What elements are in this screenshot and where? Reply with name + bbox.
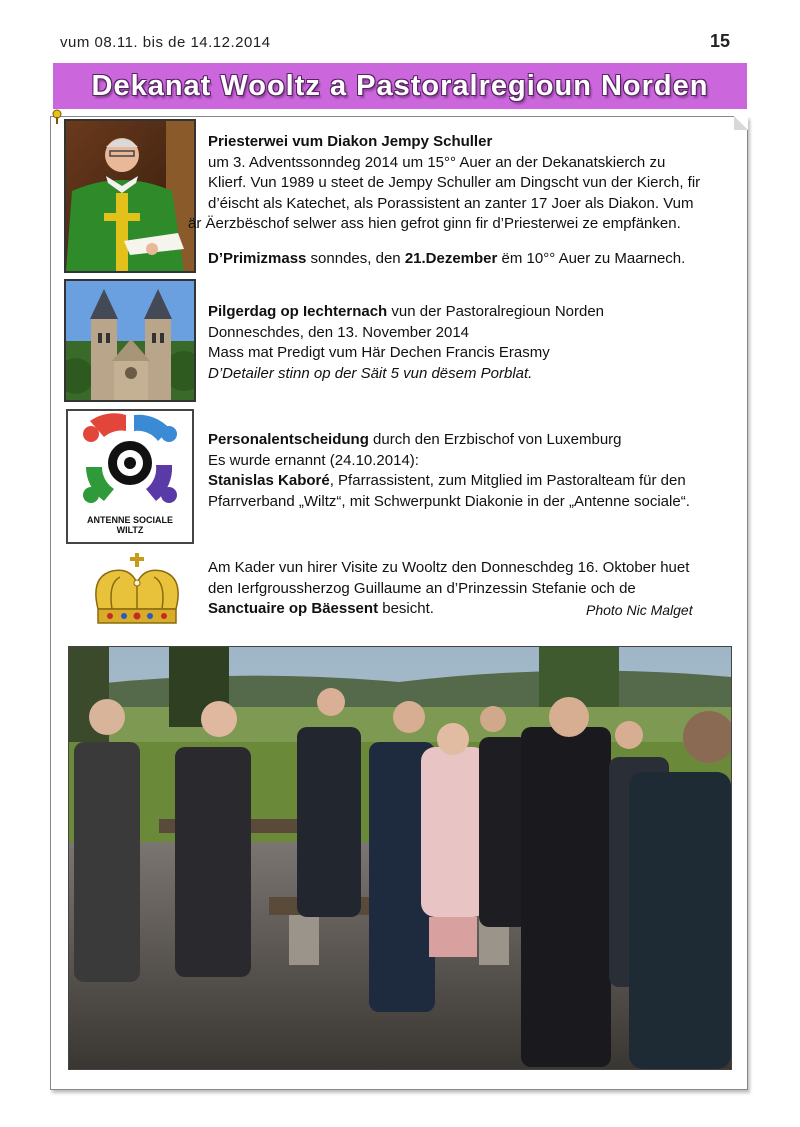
pilgrimage-title-suffix: vun der Pastoralregioun Norden bbox=[387, 303, 605, 320]
personnel-section bbox=[208, 430, 690, 512]
primiz-section bbox=[208, 249, 685, 270]
header-date: vum 08.11. bis de 14.12.2014 bbox=[60, 34, 271, 51]
visit-line: den Ierfgroussherzog Guillaume an d’Prinzessin Stefanie och de bbox=[208, 579, 636, 597]
pin-icon bbox=[51, 109, 63, 125]
personnel-line: Pfarrverband „Wiltz“, mit Schwerpunkt Diakonie in der „Antenne sociale“. bbox=[208, 492, 690, 510]
page-curl-corner bbox=[734, 116, 748, 130]
section-banner bbox=[53, 63, 747, 109]
ordination-section bbox=[188, 132, 701, 235]
personnel-heading bbox=[208, 430, 690, 451]
banner-title: Dekanat Wooltz a Pastoralregioun Norden bbox=[91, 70, 709, 102]
primiz-text: ëm 10°° Auer zu Maarnech. bbox=[497, 250, 686, 267]
personnel-title: Personalentscheidung bbox=[208, 431, 369, 448]
church-photo bbox=[64, 279, 196, 402]
personnel-line: Es wurde ernannt (24.10.2014): bbox=[208, 451, 419, 469]
appointee-name: Stanislas Kaboré bbox=[208, 472, 330, 489]
logo-line1: ANTENNE SOCIALE bbox=[86, 515, 173, 525]
pilgrimage-line: D’Detailer stinn op der Säit 5 vun dësem Porblat. bbox=[208, 364, 533, 382]
personnel-line: , Pfarrassistent, zum Mitglied im Pastoralteam für den bbox=[329, 472, 686, 489]
antenne-sociale-logo bbox=[66, 409, 194, 544]
primiz-date: 21.Dezember bbox=[404, 250, 498, 267]
primiz-text: sonndes, den bbox=[306, 250, 405, 267]
personnel-title-suffix: durch den Erzbischof von Luxemburg bbox=[368, 431, 622, 448]
ordination-line: d’éischt als Katechet, als Porassistent an zanter 17 Joer als Diakon. Vum bbox=[208, 194, 694, 212]
logo-text bbox=[68, 515, 192, 535]
crown-icon bbox=[90, 553, 184, 629]
visit-place-suffix: besicht. bbox=[378, 600, 434, 617]
priest-photo bbox=[64, 119, 196, 273]
primiz-label: D’Primizmass bbox=[208, 250, 307, 267]
ordination-line: Klierf. Vun 1989 u steet de Jempy Schuller am Dingscht vun der Kierch, fir bbox=[208, 174, 701, 191]
ordination-title: Priesterwei vum Diakon Jempy Schuller bbox=[208, 133, 493, 150]
pilgrimage-line: Donneschdes, den 13. November 2014 bbox=[208, 323, 470, 341]
photo-credit: Photo Nic Malget bbox=[586, 602, 693, 618]
page-number: 15 bbox=[710, 31, 731, 51]
ordination-line-overlap: är Äerzbëschof selwer ass hien gefrot ginn fir d’Priesterwei ze empfänken. bbox=[188, 215, 681, 232]
pilgrimage-section bbox=[208, 302, 604, 384]
visit-line: Am Kader vun hirer Visite zu Wooltz den Donneschdeg 16. Oktober huet bbox=[208, 559, 690, 576]
pilgrimage-heading bbox=[208, 302, 604, 323]
group-photo bbox=[68, 646, 732, 1070]
personnel-appointment bbox=[208, 471, 690, 492]
pilgrimage-title: Pilgerdag op Iechternach bbox=[208, 303, 388, 320]
visit-place: Sanctuaire op Bäessent bbox=[208, 600, 379, 617]
logo-line2: WILTZ bbox=[116, 525, 144, 535]
pilgrimage-line: Mass mat Predigt vum Här Dechen Francis Erasmy bbox=[208, 344, 550, 361]
ordination-line: um 3. Adventssonndeg 2014 um 15°° Auer an der Dekanatskierch zu bbox=[208, 153, 666, 171]
